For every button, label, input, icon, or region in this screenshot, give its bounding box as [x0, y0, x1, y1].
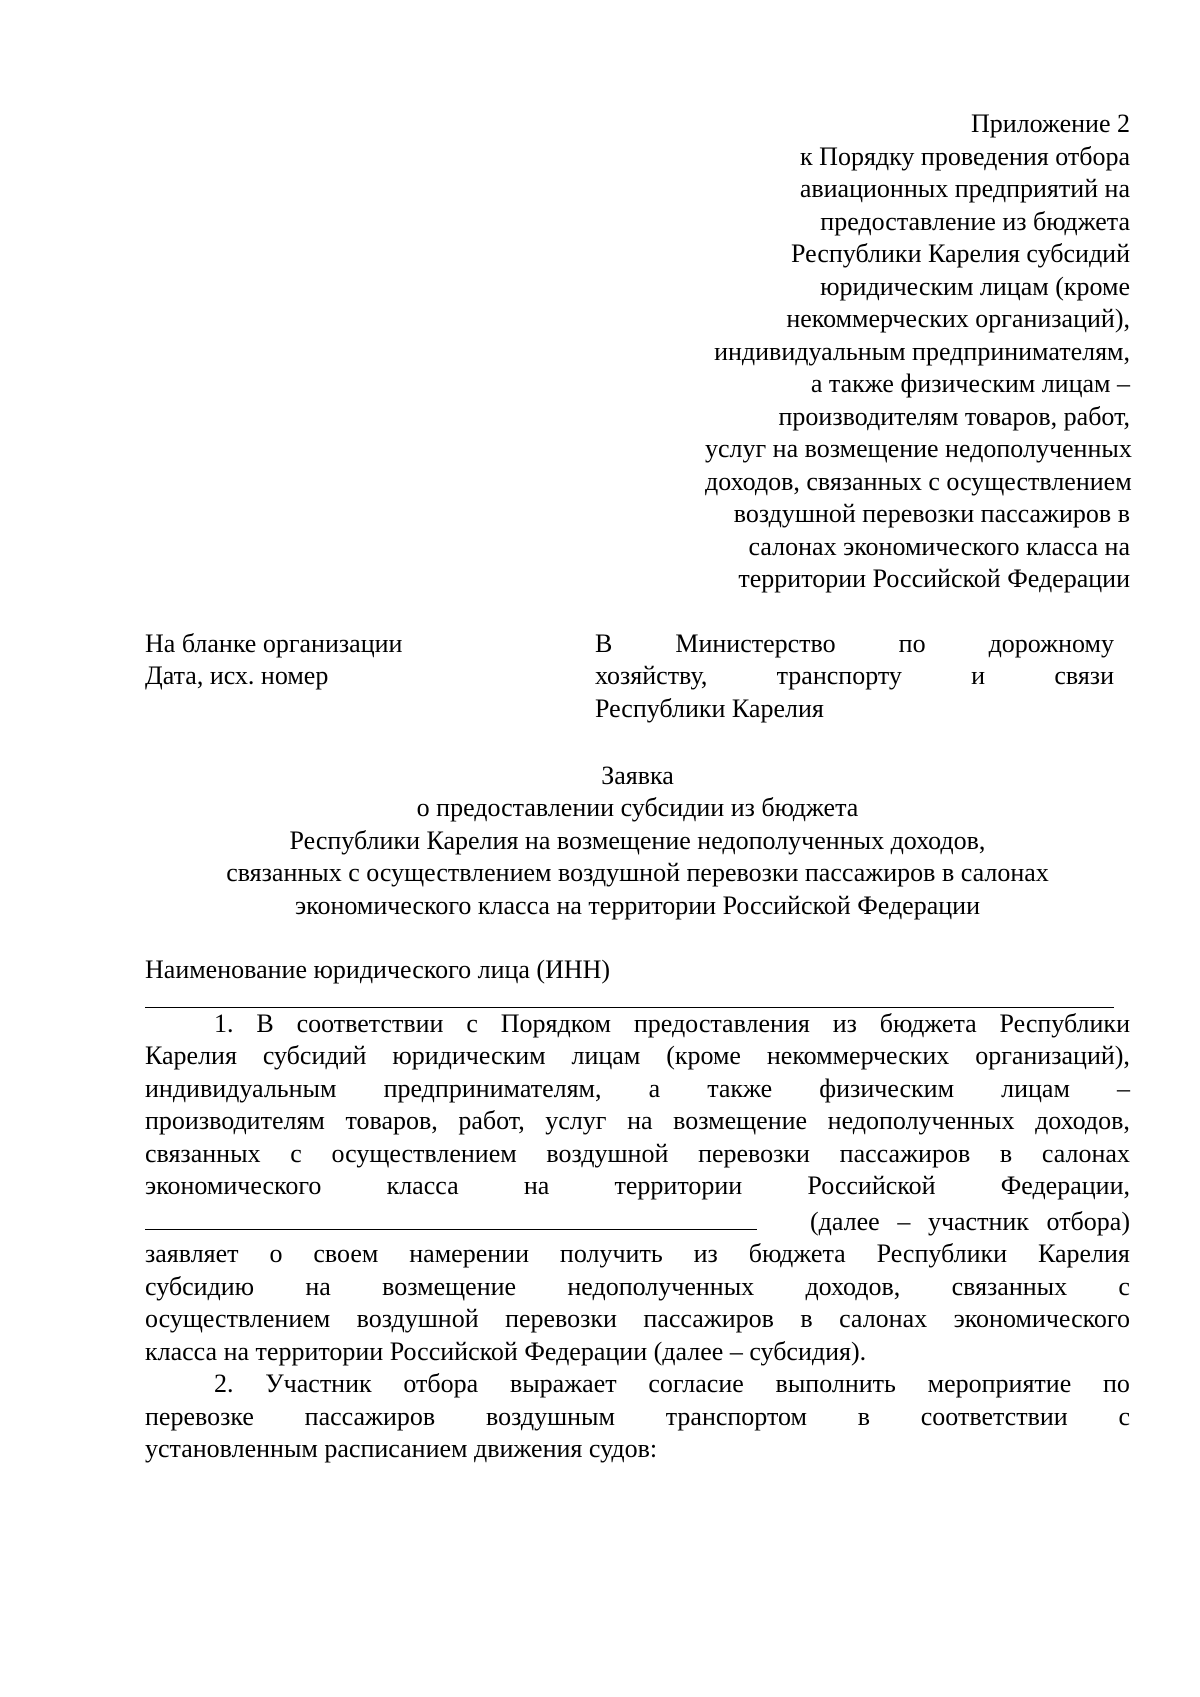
word: отбора — [403, 1369, 479, 1398]
appendix-line: авиационных предприятий на — [799, 174, 1130, 203]
word: доходов, — [1035, 1106, 1130, 1135]
word: недополученных — [827, 1106, 1015, 1135]
sender-block — [145, 628, 565, 693]
word: получить — [559, 1239, 663, 1268]
para1-line-4 — [145, 1105, 1130, 1138]
word: воздушным — [485, 1401, 615, 1431]
participant-name-blank-line[interactable] — [145, 1203, 757, 1230]
word: связи — [1054, 661, 1114, 690]
word: услуг — [545, 1106, 607, 1135]
word: из — [832, 1008, 857, 1038]
para1-line-3 — [145, 1073, 1130, 1106]
word: на — [305, 1271, 331, 1301]
word: (кроме — [666, 1041, 741, 1070]
word: соответствии — [920, 1401, 1068, 1431]
recipient-line-2 — [595, 660, 1114, 693]
appendix-line: индивидуальным предпринимателям, — [714, 336, 1130, 366]
word: пассажиров — [839, 1138, 971, 1168]
appendix-line: производителям товаров, работ, — [778, 401, 1130, 431]
recipient-block — [595, 628, 1114, 726]
sender-line-letterhead: На бланке организации — [145, 628, 403, 658]
para2-line-1 — [145, 1368, 1130, 1401]
word: из — [693, 1239, 718, 1268]
word: заявляет — [145, 1239, 239, 1268]
appendix-line: Республики Карелия субсидий — [791, 239, 1130, 268]
org-name-label: Наименование юридического лица (ИНН) — [145, 955, 611, 984]
word: воздушной — [546, 1138, 669, 1168]
word: также — [707, 1073, 773, 1103]
paragraph-1 — [145, 1008, 1130, 1369]
word: с — [290, 1138, 302, 1168]
word: отбора) — [1046, 1206, 1130, 1236]
word: с — [1118, 1401, 1130, 1431]
word: Республики — [876, 1239, 1008, 1268]
title-line: связанных с осуществлением воздушной перевозки пассажиров в салонах — [226, 858, 1049, 887]
title-line: о предоставлении субсидии из бюджета — [416, 793, 859, 822]
word: В — [256, 1008, 274, 1038]
word: (далее — [810, 1206, 880, 1236]
word: субсидию — [145, 1271, 255, 1301]
word: пассажиров — [643, 1304, 774, 1333]
para2-line-2 — [145, 1401, 1130, 1434]
word: Федерации, — [1000, 1171, 1130, 1200]
word: выражает — [509, 1369, 617, 1398]
word: а — [648, 1073, 661, 1103]
word: мероприятие — [927, 1369, 1072, 1398]
word: связанных — [145, 1138, 261, 1168]
document-page — [145, 108, 1130, 1466]
word: пассажиров — [304, 1401, 436, 1431]
word: своем — [313, 1239, 379, 1268]
word: салонах — [1041, 1138, 1130, 1168]
appendix-line: а также физическим лицам – — [810, 369, 1130, 398]
appendix-line: юридическим лицам (кроме — [820, 271, 1130, 301]
word: В — [595, 628, 613, 658]
para1-line-11: класса на территории Российской Федерации (далее – субсидия). — [145, 1336, 867, 1366]
word: лицам — [571, 1041, 641, 1070]
appendix-line: к Порядку проведения отбора — [800, 141, 1130, 171]
word: Участник — [265, 1369, 372, 1398]
word: и — [971, 661, 986, 690]
para1-line-9 — [145, 1271, 1130, 1304]
word: бюджета — [748, 1239, 846, 1268]
word: осуществлением — [331, 1138, 517, 1168]
sender-line-date-number: Дата, исх. номер — [145, 661, 329, 690]
word: на — [523, 1171, 550, 1200]
word: Российской — [807, 1171, 936, 1200]
address-block — [145, 628, 1130, 726]
word: возмещение — [673, 1106, 808, 1135]
word: – — [897, 1206, 911, 1236]
word: дорожному — [988, 628, 1114, 658]
para1-line-6 — [145, 1170, 1130, 1203]
word: связанных — [951, 1271, 1068, 1301]
word: перевозки — [505, 1304, 617, 1333]
word: в — [857, 1401, 870, 1431]
word: возмещение — [382, 1271, 517, 1301]
word: в — [800, 1304, 813, 1333]
word: с — [466, 1008, 478, 1038]
appendix-line: территории Российской Федерации — [738, 564, 1130, 593]
word: на — [627, 1106, 653, 1135]
appendix-line: салонах экономического класса на — [748, 531, 1130, 561]
word: предпринимателям, — [383, 1073, 602, 1103]
word: класса — [386, 1171, 459, 1200]
word: индивидуальным — [145, 1073, 337, 1103]
word: – — [1117, 1073, 1130, 1103]
word: территории — [614, 1171, 743, 1200]
word: некоммерческих — [766, 1041, 950, 1070]
word: бюджета — [879, 1008, 977, 1038]
word: воздушной — [356, 1304, 479, 1333]
word: физическим — [819, 1073, 955, 1103]
appendix-header — [705, 108, 1130, 596]
appendix-line: воздушной перевозки пассажиров в — [733, 499, 1130, 528]
appendix-line: услуг на возмещение недополученных — [705, 434, 1132, 463]
appendix-line: Приложение 2 — [970, 109, 1130, 138]
word: работ, — [458, 1106, 525, 1135]
word: лицам — [1001, 1073, 1070, 1103]
para1-line-10 — [145, 1303, 1130, 1336]
word: о — [269, 1239, 283, 1268]
word: товаров, — [345, 1106, 438, 1135]
word: перевозки — [698, 1138, 810, 1168]
word: с — [1118, 1271, 1130, 1301]
paragraph-2 — [145, 1368, 1130, 1466]
para1-line-7 — [145, 1203, 1130, 1239]
word: Карелия — [145, 1041, 237, 1070]
para2-line-3: установленным расписанием движения судов: — [145, 1434, 658, 1463]
word: Порядком — [500, 1008, 611, 1038]
word: хозяйству, — [595, 661, 708, 690]
word: осуществлением — [145, 1304, 331, 1333]
word: Министерство — [675, 628, 836, 658]
word: недополученных — [567, 1271, 755, 1301]
word: производителям — [145, 1106, 325, 1135]
word: экономического — [953, 1304, 1130, 1333]
word: участник — [927, 1206, 1029, 1236]
word: транспортом — [665, 1401, 807, 1431]
word: перевозке — [145, 1401, 254, 1431]
word: юридическим — [392, 1041, 546, 1070]
word: 2. — [214, 1369, 234, 1398]
appendix-line: предоставление из бюджета — [820, 206, 1130, 236]
recipient-line-1 — [595, 628, 1114, 661]
word: по — [1103, 1369, 1130, 1398]
application-title — [145, 760, 1130, 923]
word: согласие — [648, 1369, 744, 1398]
title-line: Республики Карелия на возмещение недополученных доходов, — [289, 825, 986, 855]
para1-line-5 — [145, 1138, 1130, 1171]
appendix-line: доходов, связанных с осуществлением — [705, 466, 1132, 496]
para1-line-7-text — [810, 1206, 1130, 1239]
word: соответствии — [296, 1008, 444, 1038]
word: экономического — [145, 1171, 322, 1200]
title-heading: Заявка — [601, 760, 674, 790]
title-line: экономического класса на территории Российской Федерации — [294, 890, 980, 920]
para1-line-2 — [145, 1040, 1130, 1073]
word: организаций), — [975, 1041, 1130, 1070]
word: в — [999, 1138, 1013, 1168]
word: 1. — [214, 1008, 234, 1038]
word: намерении — [409, 1239, 529, 1268]
appendix-line: некоммерческих организаций), — [786, 304, 1130, 333]
word: салонах — [839, 1304, 928, 1333]
word: Республики — [999, 1008, 1130, 1038]
word: субсидий — [262, 1041, 367, 1070]
word: по — [898, 628, 926, 658]
word: Карелия — [1037, 1239, 1130, 1268]
word: выполнить — [775, 1369, 896, 1398]
para1-line-1 — [145, 1008, 1130, 1041]
recipient-line-3: Республики Карелия — [595, 693, 824, 723]
word: транспорту — [776, 661, 902, 690]
word: доходов, — [805, 1271, 901, 1301]
para1-line-8 — [145, 1238, 1130, 1271]
word: предоставления — [633, 1008, 810, 1038]
